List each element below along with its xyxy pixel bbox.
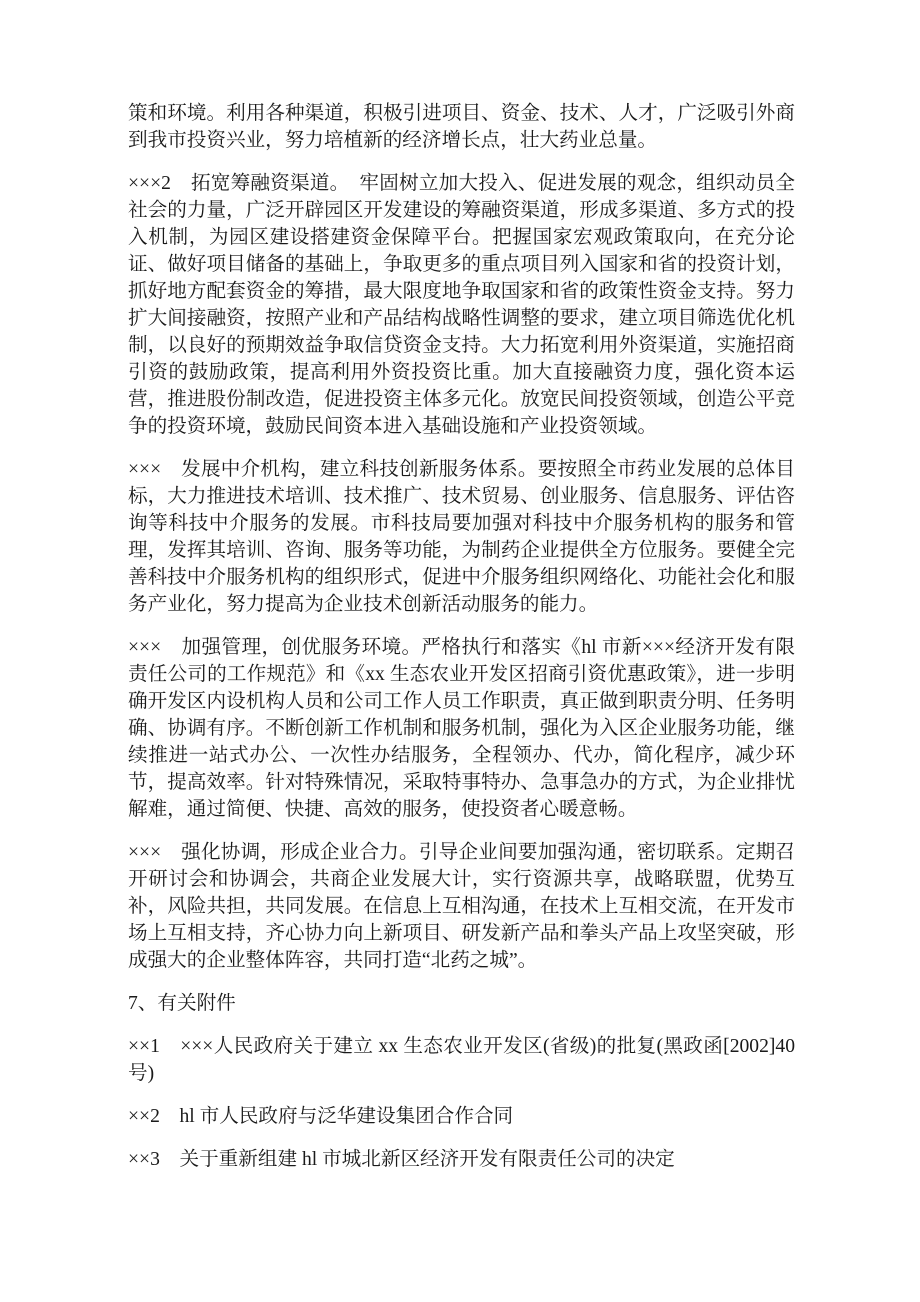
- attachment-item-1: ××1 ×××人民政府关于建立 xx 生态农业开发区(省级)的批复(黑政函[2002]40 号): [128, 1036, 795, 1084]
- attachment-item-3: ××3 关于重新组建 hl 市城北新区经济开发有限责任公司的决定: [128, 1149, 675, 1170]
- paragraph-intermediary-agencies: ××× 发展中介机构，建立科技创新服务体系。要按照全市药业发展的总体目标，大力推进技术培训、技术推广、技术贸易、创业服务、信息服务、评估咨询等科技中介服务的发展。市科技局要加强对科技中介服务机构的服务和管理，发挥其培训、咨询、服务等功能，为制药企业提供全方位服务。要健全完善科技中介服务机构的组织形式，促进中介服务组织网络化、功能社会化和服务产业化，努力提高为企业技术创新活动服务的能力。: [128, 459, 795, 615]
- attachment-item-2: ××2 hl 市人民政府与泛华建设集团合作合同: [128, 1106, 514, 1127]
- paragraph-strengthen-management: ××× 加强管理，创优服务环境。严格执行和落实《hl 市新×××经济开发有限责任公司的工作规范》和《xx 生态农业开发区招商引资优惠政策》，进一步明确开发区内设机构人员和公司工作人员工作职责，真正做到职责分明、任务明确、协调有序。不断创新工作机制和服务机制，强化为入区企业服务功能，继续推进一站式办公、一次性办结服务，全程领办、代办，简化程序，减少环节，提高效率。针对特殊情况，采取特事特办、急事急办的方式，为企业排忧解难，通过简便、快捷、高效的服务，使投资者心暖意畅。: [128, 637, 795, 820]
- body-paragraph-continuation: 策和环境。利用各种渠道，积极引进项目、资金、技术、人才，广泛吸引外商到我市投资兴业，努力培植新的经济增长点，壮大药业总量。: [128, 103, 795, 151]
- paragraph-financing-channels: ×××2 拓宽筹融资渠道。 牢固树立加大投入、促进发展的观念，组织动员全社会的力量，广泛开辟园区开发建设的筹融资渠道，形成多渠道、多方式的投入机制，为园区建设搭建资金保障平台。把握国家宏观政策取向，在充分论证、做好项目储备的基础上，争取更多的重点项目列入国家和省的投资计划，抓好地方配套资金的筹措，最大限度地争取国家和省的政策性资金支持。努力扩大间接融资，按照产业和产品结构战略性调整的要求，建立项目筛选优化机制，以良好的预期效益争取信贷资金支持。大力拓宽利用外资渠道，实施招商引资的鼓励政策，提高利用外资投资比重。加大直接融资力度，强化资本运营，推进股份制改造，促进投资主体多元化。放宽民间投资领域，创造公平竞争的投资环境，鼓励民间资本进入基础设施和产业投资领域。: [128, 173, 795, 437]
- paragraph-enterprise-coordination: ××× 强化协调，形成企业合力。引导企业间要加强沟通，密切联系。定期召开研讨会和协调会，共商企业发展大计，实行资源共享，战略联盟，优势互补，风险共担，共同发展。在信息上互相沟通，在技术上互相交流，在开发市场上互相支持，齐心协力向上新项目、研发新产品和拳头产品上攻坚突破，形成强大的企业整体阵容，共同打造“北药之城”。: [128, 842, 795, 971]
- attachments-heading: 7、有关附件: [128, 993, 236, 1014]
